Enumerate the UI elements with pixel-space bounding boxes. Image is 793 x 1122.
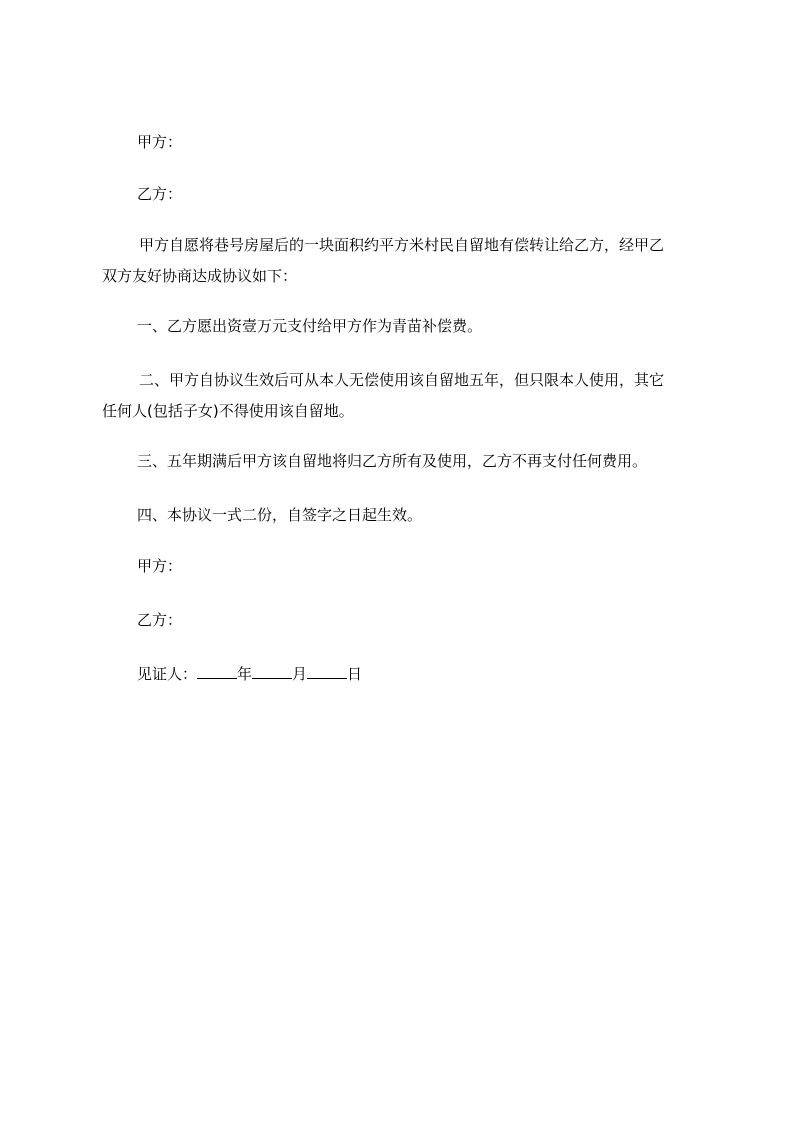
party-a-label-top: 甲方： [137,133,183,151]
clause-2-line-2: 任何人(包括子女)不得使用该自留地。 [102,402,354,420]
intro-paragraph [102,230,702,292]
party-b-label-bottom: 乙方： [137,611,183,629]
intro-line-1: 甲方自愿将巷号房屋后的一块面积约平方米村民自留地有偿转让给乙方，经甲乙 [139,236,665,254]
month-blank [252,663,292,679]
clause-3: 三、五年期满后甲方该自留地将归乙方所有及使用，乙方不再支付任何费用。 [137,452,648,470]
clause-1: 一、乙方愿出资壹万元支付给甲方作为青苗补偿费。 [137,317,483,335]
witness-label: 见证人： [137,665,198,683]
day-label: 日 [347,665,363,683]
clause-4: 四、本协议一式二份，自签字之日起生效。 [137,506,423,524]
party-a-label-bottom: 甲方： [137,557,183,575]
day-blank [307,663,347,679]
month-label: 月 [292,665,308,683]
clause-2-line-1: 二、甲方自协议生效后可从本人无偿使用该自留地五年，但只限本人使用，其它 [139,371,665,389]
year-blank [197,663,237,679]
party-b-label-top: 乙方： [137,185,183,203]
clause-2 [102,365,702,427]
intro-line-2: 双方友好协商达成协议如下： [102,267,298,285]
year-label: 年 [237,665,253,683]
witness-line [102,661,702,687]
